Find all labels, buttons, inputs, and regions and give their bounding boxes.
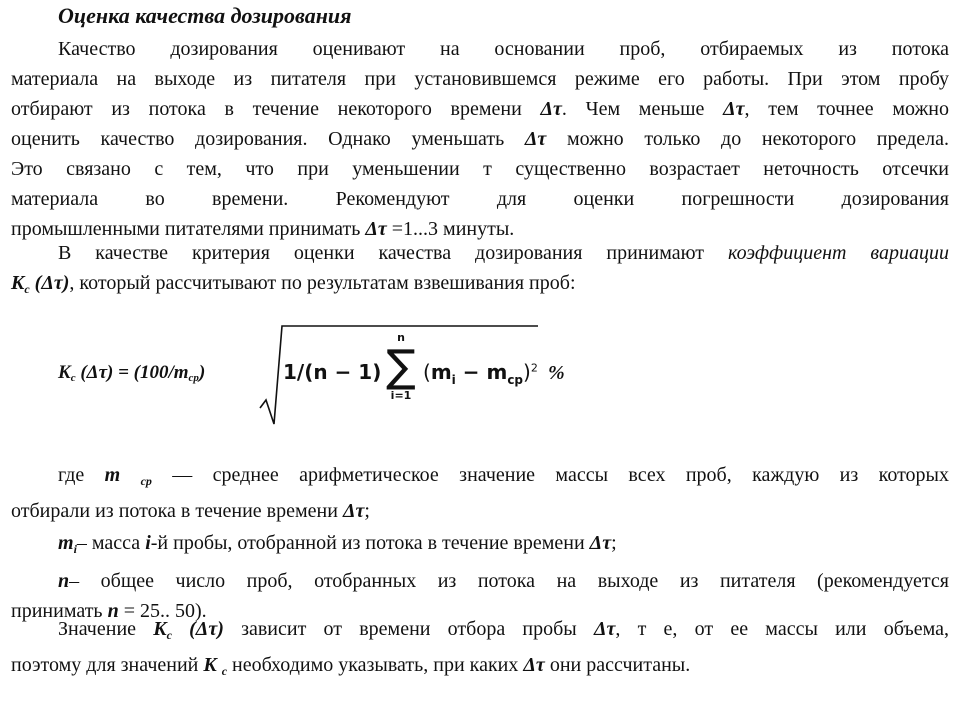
definition-m-cp: где m $_{ср}$ — среднее арифметическое значение массы всех проб, каждую из которых (58, 464, 949, 488)
definition-n: n– общее число проб, отобранных из потока на выходе из питателя (рекомендуется (58, 570, 949, 592)
text-line: Качество дозирования оценивают на основании проб, отбираемых из потока (58, 38, 949, 60)
text-line: материала во времени. Рекомендуют для оценки погрешности дозирования (11, 188, 949, 210)
summation-icon: n ∑ i=1 (386, 331, 416, 402)
formula-percent: % (548, 362, 565, 384)
definition-m-i: $m_i-$ масса i-й пробы, отобранной из потока в течение времени Δτ; (58, 532, 617, 556)
paragraph-dependency (11, 614, 949, 686)
paragraph-dosing-quality (11, 34, 949, 244)
text-line: Значение $K_c$ (Δτ) зависит от времени отбора пробы Δτ, т е, от ее массы или объема, (58, 618, 949, 642)
term-variation-coefficient: коэффициент вариации (727, 242, 949, 264)
text-line: Это связано с тем, что при уменьшении т существенно возрастает неточность отсечки (11, 158, 949, 180)
text-line: промышленными питателями принимать Δτ =1...3 минуты. (11, 218, 515, 240)
formula-lhs: $K_c$ $(\Delta\tau) = (100/m_{ср})$ (58, 362, 206, 384)
text-line: оценить качество дозирования. Однако уменьшать Δτ можно только до некоторого предела. (11, 128, 950, 150)
definitions-list (11, 460, 949, 626)
text-line: материала на выходе из питателя при установившемся режиме его работы. При этом пробу (11, 68, 949, 90)
slide-title: Оценка качества дозирования (58, 3, 352, 28)
formula-sum-term: $(m_i - m_{ср})^2$ (423, 360, 538, 387)
text-line: В качестве критерия оценки качества дозирования принимают коэффициент вариации (58, 242, 949, 264)
text-line: отбирали из потока в течение времени Δτ; (11, 500, 370, 522)
paragraph-criterion (11, 238, 949, 304)
text-line: $K_c$ (Δτ), который рассчитывают по результатам взвешивания проб: (11, 272, 576, 296)
text-line: поэтому для значений K $_c$ необходимо указывать, при каких Δτ они рассчитаны. (11, 654, 691, 678)
text-line: принимать n = 25.. 50). (11, 600, 207, 622)
text-line: отбирают из потока в течение некоторого времени Δτ. Чем меньше Δτ, тем точнее можно (11, 98, 949, 120)
formula-inner-factor: 1/(n − 1) (283, 360, 382, 384)
formula-variation-coefficient (58, 320, 618, 430)
